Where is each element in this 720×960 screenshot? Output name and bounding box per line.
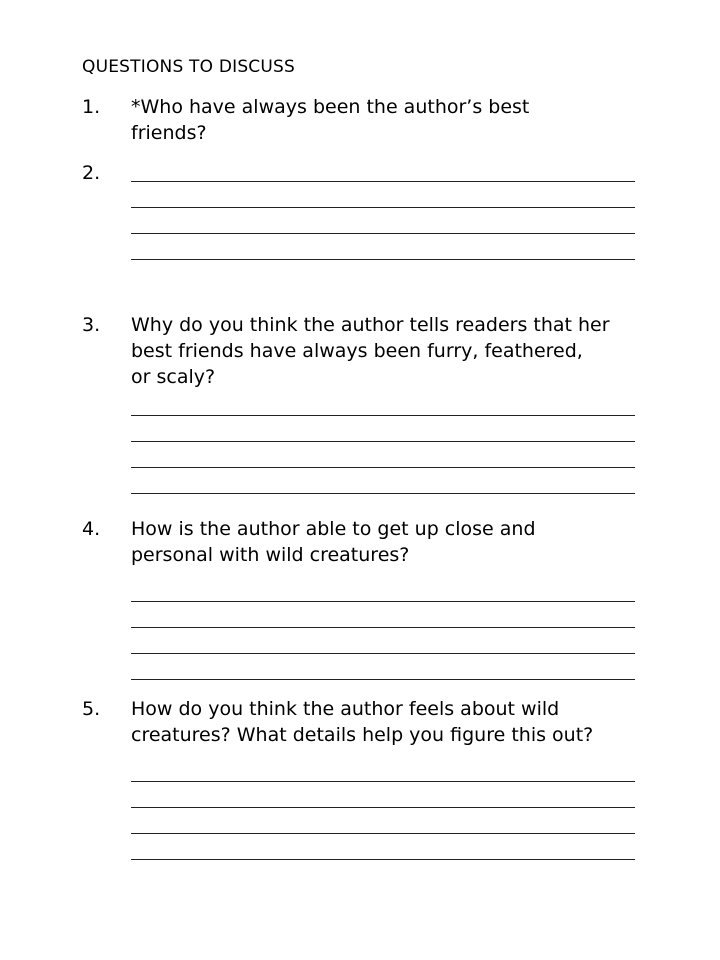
question-text (131, 516, 641, 568)
answer-lines (131, 390, 635, 494)
answer-line[interactable] (131, 416, 635, 442)
question-text-line: Why do you think the author tells readers that her (131, 314, 610, 336)
answer-lines (131, 576, 635, 680)
answer-line[interactable] (131, 602, 635, 628)
question-text-line: friends? (131, 122, 207, 144)
answer-line[interactable] (131, 390, 635, 416)
answer-line[interactable] (131, 442, 635, 468)
answer-line[interactable] (131, 156, 635, 182)
question-text-line: or scaly? (131, 366, 216, 388)
answer-line[interactable] (131, 782, 635, 808)
answer-lines (131, 156, 635, 260)
question-number: 3. (82, 314, 101, 336)
answer-line[interactable] (131, 756, 635, 782)
answer-line[interactable] (131, 468, 635, 494)
question-text-line: *Who have always been the author’s best (131, 96, 530, 118)
question-text-line: How is the author able to get up close and (131, 518, 536, 540)
question-text-line: personal with wild creatures? (131, 544, 410, 566)
question-text-line: best friends have always been furry, feathered, (131, 340, 583, 362)
answer-line[interactable] (131, 576, 635, 602)
answer-line[interactable] (131, 234, 635, 260)
question-text (131, 312, 641, 390)
answer-line[interactable] (131, 808, 635, 834)
question-text (131, 696, 641, 748)
question-number: 2. (82, 162, 101, 184)
question-text (131, 94, 641, 146)
question-number: 1. (82, 96, 101, 118)
answer-line[interactable] (131, 182, 635, 208)
answer-line[interactable] (131, 834, 635, 860)
answer-line[interactable] (131, 208, 635, 234)
question-number: 5. (82, 698, 101, 720)
answer-line[interactable] (131, 628, 635, 654)
question-text-line: creatures? What details help you figure this out? (131, 724, 594, 746)
question-number: 4. (82, 518, 101, 540)
answer-lines (131, 756, 635, 860)
answer-line[interactable] (131, 654, 635, 680)
question-text-line: How do you think the author feels about wild (131, 698, 560, 720)
page-title: QUESTIONS TO DISCUSS (82, 57, 296, 77)
